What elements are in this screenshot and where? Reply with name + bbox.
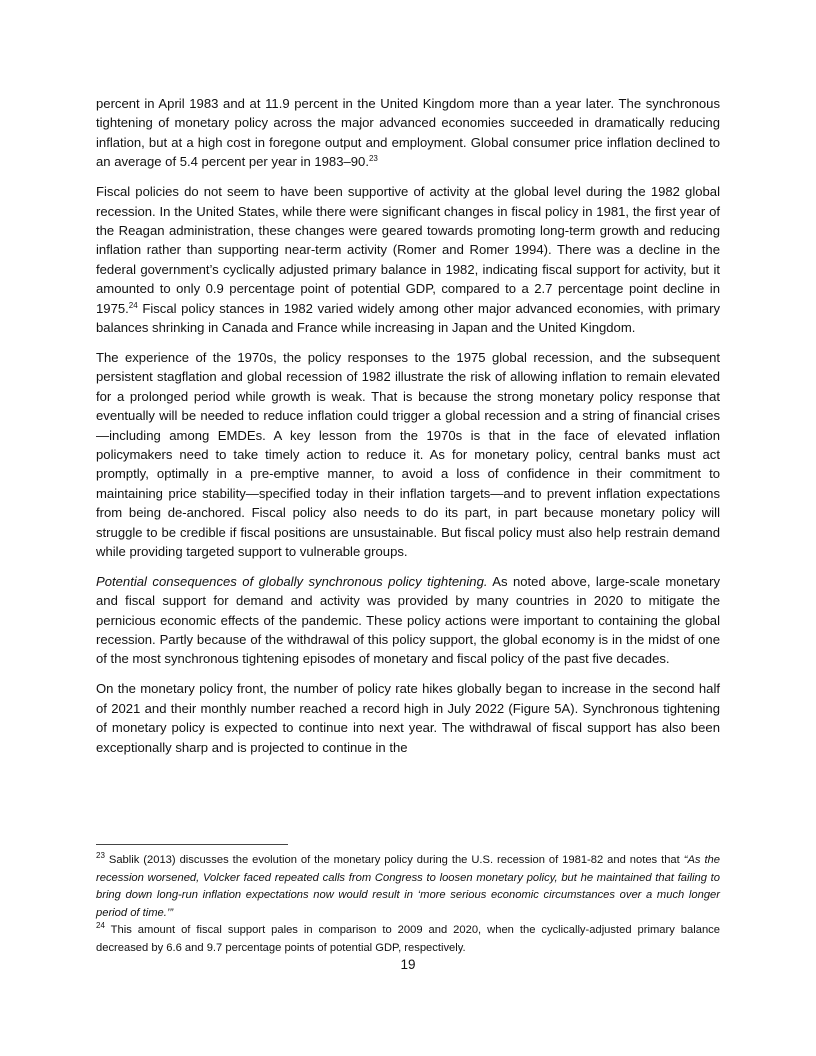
footnote-number: 24 xyxy=(96,921,105,931)
footnote-quote: “As the recession worsened, Volcker faced repeated calls from Congress to loosen monetary policy, but he maintained that failing to bring down long-run inflation expectations now would result in ‘more serious economic circumstances over a much longer period of time.’” xyxy=(96,854,721,919)
paragraph-text: Fiscal policies do not seem to have been supportive of activity at the global level during the 1982 global recession. In the United States, while there were significant changes in fiscal policy in 1981, the first year of the Reagan administration, these changes were geared towards promoting long-term growth and reducing inflation rather than supporting near-term activity (Romer and Romer 1994). There was a decline in the federal government’s cyclically adjusted primary balance in 1982, indicating fiscal support for activity, but it amounted to only 0.9 percentage point of potential GDP, compared to a 2.7 percentage point decline in 1975. xyxy=(96,184,720,316)
footnote-23 xyxy=(96,852,720,922)
paragraph-text: As noted above, large-scale monetary and fiscal support for demand and activity was provided by many countries in 2020 to mitigate the pernicious economic effects of the pandemic. These policy actions were important to containing the global recession. Partly because of the withdrawal of this policy support, the global economy is in the midst of one of the most synchronous tightening episodes of monetary and fiscal policy of the past five decades. xyxy=(96,573,720,667)
page-number: 19 xyxy=(400,957,416,972)
paragraph-1 xyxy=(96,94,720,172)
paragraph-5: On the monetary policy front, the number of policy rate hikes globally began to increase in the second half of 2021 and their monthly number reached a record high in July 2022 (Figure 5A). Synchronous tightening of monetary policy is expected to continue into next year. The withdrawal of fiscal support has also been exceptionally sharp and is projected to continue in the xyxy=(96,681,720,755)
footnote-ref-24[interactable]: 24 xyxy=(128,300,138,310)
section-run-in-heading: Potential consequences of globally synchronous policy tightening. xyxy=(96,573,488,589)
paragraph-3: The experience of the 1970s, the policy responses to the 1975 global recession, and the subsequent persistent stagflation and global recession of 1982 illustrate the risk of allowing inflation to remain elevated for a prolonged period while growth is weak. That is because the strong monetary policy response that eventually will be needed to reduce inflation could trigger a global recession and a string of financial crises—including among EMDEs. A key lesson from the 1970s is that in the face of elevated inflation policymakers need to take timely action to reduce it. As for monetary policy, central banks must act promptly, optimally in a pre-emptive manner, to avoid a loss of confidence in their commitment to maintaining price stability—specified today in their inflation targets—and to prevent inflation expectations from being de-anchored. Fiscal policy also needs to do its part, in part because monetary policy will struggle to be credible if fiscal positions are unsustainable. But fiscal policy must also help restrain demand while providing targeted support to vulnerable groups. xyxy=(96,349,720,559)
footnote-text: This amount of fiscal support pales in comparison to 2009 and 2020, when the cyclically-adjusted primary balance decreased by 6.6 and 9.7 percentage points of potential GDP, respectively. xyxy=(96,924,720,954)
footnotes xyxy=(96,852,720,958)
footnote-divider xyxy=(96,844,288,845)
footnote-ref-23[interactable]: 23 xyxy=(368,154,378,164)
paragraph-text: percent in April 1983 and at 11.9 percent in the United Kingdom more than a year later. The synchronous tightening of monetary policy across the major advanced economies succeeded in dramatically reducing inflation, but at a high cost in foregone output and employment. Global consumer price inflation declined to an average of 5.4 percent per year in 1983–90. xyxy=(96,96,720,170)
footnote-number: 23 xyxy=(96,851,105,860)
paragraph-2 xyxy=(96,182,720,337)
paragraph-4 xyxy=(96,572,720,669)
page-body xyxy=(96,94,720,768)
paragraph-text: Fiscal policy stances in 1982 varied widely among other major advanced economies, with primary balances shrinking in Canada and France while increasing in Japan and the United Kingdom. xyxy=(96,300,720,335)
footnote-text: Sablik (2013) discusses the evolution of the monetary policy during the U.S. recession of 1981-82 and notes that xyxy=(104,854,684,866)
footnote-24 xyxy=(96,922,720,957)
